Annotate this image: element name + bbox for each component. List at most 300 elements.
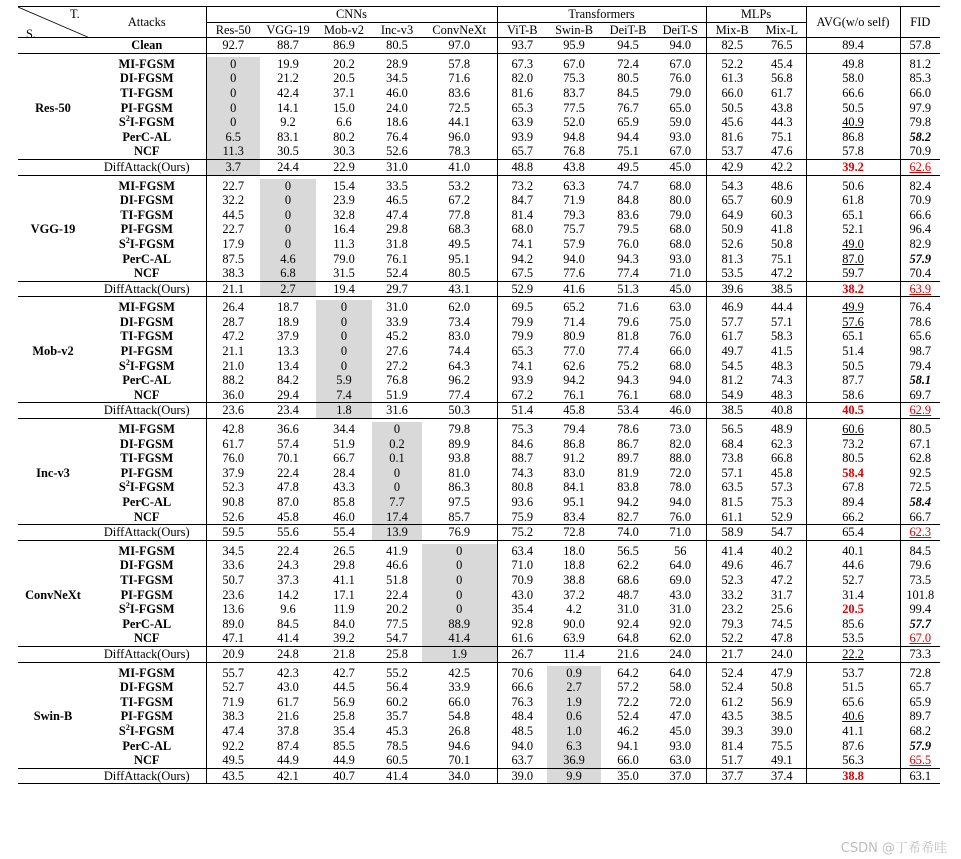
value-cell: 73.8 xyxy=(706,451,758,466)
value-cell: 50.5 xyxy=(806,359,900,374)
value-cell: 81.8 xyxy=(617,329,639,344)
value-cell: 83.4 xyxy=(563,509,585,524)
value-cell: 52.4 xyxy=(386,266,408,281)
value-cell: 48.6 xyxy=(770,178,793,193)
value-cell: 4.2 xyxy=(566,602,582,617)
value-cell: 58.3 xyxy=(770,329,793,344)
value-cell: 5.9 xyxy=(316,373,372,388)
value-cell: 84.1 xyxy=(563,480,585,495)
value-cell: 11.9 xyxy=(333,602,355,617)
value-cell: 51.4 xyxy=(806,344,900,359)
value-cell: 52.3 xyxy=(206,480,260,495)
value-cell: 80.2 xyxy=(333,129,355,144)
value-cell: 78.6 xyxy=(617,422,639,437)
attack-name: $S^2I$-FGSM xyxy=(118,236,175,251)
value-cell: 57.6 xyxy=(806,315,900,330)
value-cell: 45.8 xyxy=(770,465,793,480)
value-cell: 61.7 xyxy=(277,694,299,709)
value-cell: 23.4 xyxy=(260,403,316,419)
value-cell: 0 xyxy=(260,193,316,208)
value-cell: 80.5 xyxy=(448,266,471,281)
value-cell: 92.8 xyxy=(497,617,547,632)
value-cell: 87.0 xyxy=(277,495,299,509)
value-cell: 63.0 xyxy=(669,753,692,768)
attack-name: PI-FGSM xyxy=(120,222,173,237)
value-cell: 89.4 xyxy=(806,38,900,54)
value-cell: 26.8 xyxy=(448,723,471,738)
value-cell: 56.8 xyxy=(770,71,793,86)
value-cell: 79.0 xyxy=(669,207,692,222)
value-cell: 45.0 xyxy=(655,281,706,297)
value-cell: 0 xyxy=(422,573,497,588)
model-header: ConvNeXt xyxy=(432,22,487,37)
value-cell: 48.3 xyxy=(770,387,793,402)
value-cell: 66.7 xyxy=(333,451,355,466)
value-cell: 70.4 xyxy=(900,266,940,281)
value-cell: 94.0 xyxy=(669,373,692,388)
value-cell: 25.8 xyxy=(372,646,422,662)
value-cell: 49.0 xyxy=(806,237,900,252)
value-cell: 0 xyxy=(422,602,497,617)
value-cell: 43.0 xyxy=(277,680,299,695)
value-cell: 41.1 xyxy=(806,724,900,739)
value-cell: 22.2 xyxy=(806,646,900,662)
value-cell: 61.8 xyxy=(806,193,900,208)
value-cell: 37.9 xyxy=(277,329,299,344)
value-cell: 76.1 xyxy=(617,387,639,402)
value-cell: 86.8 xyxy=(806,130,900,145)
value-cell: 42.2 xyxy=(758,159,806,175)
value-cell: 94.8 xyxy=(563,129,585,144)
attack-name: MI-FGSM xyxy=(118,56,175,71)
value-cell: 81.2 xyxy=(706,373,758,388)
value-cell: 51.5 xyxy=(806,680,900,695)
value-cell: 75.2 xyxy=(617,358,639,373)
value-cell: 0 xyxy=(372,422,422,437)
value-cell: 52.7 xyxy=(806,573,900,588)
value-cell: 64.9 xyxy=(706,208,758,223)
value-cell: 41.4 xyxy=(277,631,299,646)
value-cell: 77.4 xyxy=(617,266,639,281)
value-cell: 16.4 xyxy=(333,222,355,237)
value-cell: 22.9 xyxy=(316,159,372,175)
value-cell: 41.6 xyxy=(547,281,601,297)
value-cell: 77.5 xyxy=(563,100,585,115)
value-cell: 0 xyxy=(260,237,316,252)
value-cell: 60.5 xyxy=(386,753,408,768)
value-cell: 31.4 xyxy=(806,588,900,603)
value-cell: 72.5 xyxy=(900,480,940,495)
value-cell: 67.0 xyxy=(900,631,940,646)
value-cell: 94.0 xyxy=(497,739,547,754)
value-cell: 99.4 xyxy=(900,602,940,617)
value-cell: 47.2 xyxy=(770,266,793,281)
value-cell: 57.9 xyxy=(900,252,940,267)
value-cell: 70.1 xyxy=(277,451,299,466)
watermark: CSDN @丁希希哇 xyxy=(840,841,947,856)
value-cell: 28.9 xyxy=(386,56,408,71)
value-cell: 38.8 xyxy=(806,768,900,784)
value-cell: 85.6 xyxy=(806,617,900,632)
value-cell: 46.2 xyxy=(617,723,639,738)
value-cell: 38.5 xyxy=(706,403,758,419)
value-cell: 28.7 xyxy=(206,315,260,330)
value-cell: 84.7 xyxy=(497,193,547,208)
ours-label: DiffAttack(Ours) xyxy=(88,159,206,175)
value-cell: 41.4 xyxy=(706,544,758,559)
value-cell: 65.3 xyxy=(497,344,547,359)
value-cell: 52.6 xyxy=(706,237,758,252)
value-cell: 92.0 xyxy=(669,616,692,631)
value-cell: 62.3 xyxy=(900,525,940,541)
value-cell: 40.5 xyxy=(806,403,900,419)
source-model-label: Mob-v2 xyxy=(32,344,74,359)
value-cell: 66.6 xyxy=(900,208,940,223)
value-cell: 55.4 xyxy=(316,525,372,541)
value-cell: 72.5 xyxy=(448,100,471,115)
value-cell: 53.7 xyxy=(706,144,758,159)
model-header: Swin-B xyxy=(555,22,593,37)
value-cell: 55.2 xyxy=(386,665,408,680)
value-cell: 31.5 xyxy=(333,266,355,281)
value-cell: 1.9 xyxy=(422,646,497,662)
value-cell: 70.9 xyxy=(900,193,940,208)
value-cell: 94.3 xyxy=(617,251,639,266)
value-cell: 90.8 xyxy=(206,495,260,510)
attack-name: PerC-AL xyxy=(122,738,172,753)
value-cell: 89.7 xyxy=(900,709,940,724)
value-cell: 80.5 xyxy=(372,38,422,54)
value-cell: 26.7 xyxy=(497,646,547,662)
value-cell: 81.2 xyxy=(900,57,940,72)
ours-label: DiffAttack(Ours) xyxy=(88,281,206,297)
value-cell: 70.9 xyxy=(497,573,547,588)
value-cell: 76.1 xyxy=(386,251,408,266)
value-cell: 79.4 xyxy=(900,359,940,374)
value-cell: 0 xyxy=(316,300,372,315)
value-cell: 66.0 xyxy=(617,753,639,768)
value-cell: 64.2 xyxy=(617,665,639,680)
empty-cell xyxy=(18,768,88,784)
value-cell: 0.6 xyxy=(547,709,601,724)
value-cell: 44.9 xyxy=(277,753,299,768)
corner-cell xyxy=(18,7,88,38)
value-cell: 94.6 xyxy=(448,738,471,753)
value-cell: 67.8 xyxy=(806,480,900,495)
value-cell: 72.4 xyxy=(617,56,639,71)
value-cell: 23.6 xyxy=(206,588,260,603)
value-cell: 23.6 xyxy=(206,403,260,419)
value-cell: 93.7 xyxy=(497,38,547,54)
value-cell: 84.5 xyxy=(617,85,639,100)
model-header: Inc-v3 xyxy=(380,22,414,37)
value-cell: 63.9 xyxy=(497,115,547,130)
value-cell: 47.1 xyxy=(206,631,260,646)
value-cell: 37.3 xyxy=(277,572,299,587)
value-cell: 29.8 xyxy=(386,222,408,237)
value-cell: 67.3 xyxy=(497,57,547,72)
attack-name: PI-FGSM xyxy=(120,465,173,480)
value-cell: 48.7 xyxy=(617,587,639,602)
value-cell: 56.3 xyxy=(806,753,900,768)
value-cell: 66.6 xyxy=(497,680,547,695)
attack-name: $S^2I$-FGSM xyxy=(118,480,175,495)
value-cell: 44.4 xyxy=(770,300,793,315)
value-cell: 71.0 xyxy=(669,266,692,281)
value-cell: 13.6 xyxy=(206,602,260,617)
value-cell: 80.0 xyxy=(669,193,692,208)
value-cell: 33.2 xyxy=(706,588,758,603)
value-cell: 61.7 xyxy=(770,85,793,100)
value-cell: 50.5 xyxy=(806,101,900,116)
value-cell: 56.5 xyxy=(617,543,639,558)
value-cell: 40.1 xyxy=(806,544,900,559)
value-cell: 87.5 xyxy=(206,252,260,267)
value-cell: 56.4 xyxy=(386,680,408,695)
value-cell: 31.7 xyxy=(770,587,793,602)
value-cell: 54.7 xyxy=(386,631,408,646)
value-cell: 81.6 xyxy=(706,130,758,145)
value-cell: 49.6 xyxy=(706,558,758,573)
attack-name: MI-FGSM xyxy=(118,422,175,437)
value-cell: 43.0 xyxy=(669,587,692,602)
value-cell: 66.0 xyxy=(900,86,940,101)
value-cell: 53.5 xyxy=(706,266,758,281)
value-cell: 70.1 xyxy=(448,753,471,768)
target-label: T. xyxy=(70,7,80,21)
value-cell: 28.4 xyxy=(333,465,355,480)
value-cell: 22.4 xyxy=(277,465,299,480)
value-cell: 82.0 xyxy=(497,71,547,86)
value-cell: 21.2 xyxy=(277,71,299,86)
value-cell: 45.4 xyxy=(770,56,793,71)
value-cell: 36.0 xyxy=(206,388,260,403)
attack-name: MI-FGSM xyxy=(118,178,175,193)
value-cell: 9.2 xyxy=(280,115,296,130)
value-cell: 78.3 xyxy=(448,144,471,159)
value-cell: 63.9 xyxy=(900,281,940,297)
value-cell: 83.0 xyxy=(448,329,471,344)
value-cell: 20.9 xyxy=(206,646,260,662)
attack-name: NCF xyxy=(134,144,160,159)
value-cell: 50.8 xyxy=(770,236,793,251)
attack-name: MI-FGSM xyxy=(118,665,175,680)
source-model-label: Swin-B xyxy=(33,709,73,724)
value-cell: 93.6 xyxy=(497,495,547,510)
value-cell: 65.7 xyxy=(497,144,547,159)
attack-name: MI-FGSM xyxy=(118,300,175,315)
value-cell: 38.3 xyxy=(206,709,260,724)
value-cell: 29.7 xyxy=(372,281,422,297)
value-cell: 75.9 xyxy=(497,510,547,525)
value-cell: 30.5 xyxy=(277,144,299,159)
value-cell: 52.9 xyxy=(770,509,793,524)
value-cell: 40.6 xyxy=(806,709,900,724)
value-cell: 81.3 xyxy=(706,252,758,267)
value-cell: 36.6 xyxy=(277,422,299,437)
value-cell: 96.2 xyxy=(448,373,471,388)
value-cell: 73.2 xyxy=(497,179,547,194)
value-cell: 37.0 xyxy=(655,768,706,784)
value-cell: 93.0 xyxy=(669,129,692,144)
value-cell: 41.0 xyxy=(422,159,497,175)
value-cell: 50.3 xyxy=(422,403,497,419)
value-cell: 49.5 xyxy=(206,753,260,768)
value-cell: 54.3 xyxy=(706,179,758,194)
value-cell: 73.3 xyxy=(900,646,940,662)
value-cell: 47.4 xyxy=(206,724,260,739)
value-cell: 68.2 xyxy=(900,724,940,739)
value-cell: 24.3 xyxy=(277,558,299,573)
value-cell: 77.6 xyxy=(563,266,585,281)
attack-name: DI-FGSM xyxy=(119,314,174,329)
value-cell: 37.8 xyxy=(277,723,299,738)
value-cell: 79.6 xyxy=(617,314,639,329)
value-cell: 85.8 xyxy=(333,495,355,509)
value-cell: 88.7 xyxy=(497,451,547,466)
value-cell: 83.1 xyxy=(277,129,299,144)
value-cell: 92.5 xyxy=(900,466,940,481)
value-cell: 37.9 xyxy=(206,466,260,481)
value-cell: 49.5 xyxy=(448,236,471,251)
value-cell: 75.7 xyxy=(563,222,585,237)
value-cell: 33.5 xyxy=(386,178,408,193)
empty-cell xyxy=(18,38,88,54)
value-cell: 57.8 xyxy=(900,38,940,54)
value-cell: 22.7 xyxy=(206,179,260,194)
value-cell: 71.6 xyxy=(448,71,471,86)
value-cell: 93.8 xyxy=(448,451,471,466)
value-cell: 76.0 xyxy=(617,236,639,251)
value-cell: 39.0 xyxy=(770,723,793,738)
value-cell: 74.1 xyxy=(497,359,547,374)
value-cell: 88.0 xyxy=(669,451,692,466)
value-cell: 72.8 xyxy=(547,525,601,541)
value-cell: 64.0 xyxy=(669,558,692,573)
value-cell: 22.7 xyxy=(206,222,260,237)
value-cell: 58.0 xyxy=(806,71,900,86)
value-cell: 94.1 xyxy=(617,738,639,753)
attack-name: PerC-AL xyxy=(122,616,172,631)
value-cell: 68.0 xyxy=(669,236,692,251)
value-cell: 74.4 xyxy=(448,344,471,359)
value-cell: 97.0 xyxy=(422,38,497,54)
value-cell: 60.2 xyxy=(386,694,408,709)
model-header: Mix-L xyxy=(765,22,798,37)
value-cell: 92.4 xyxy=(617,616,639,631)
value-cell: 45.6 xyxy=(706,115,758,130)
attack-name: DI-FGSM xyxy=(119,193,174,208)
value-cell: 87.0 xyxy=(806,252,900,267)
value-cell: 59.0 xyxy=(669,115,692,130)
attack-name: PI-FGSM xyxy=(120,709,173,724)
value-cell: 2.7 xyxy=(547,680,601,695)
value-cell: 14.2 xyxy=(277,587,299,602)
attack-name: TI-FGSM xyxy=(120,572,174,587)
ours-label: DiffAttack(Ours) xyxy=(88,646,206,662)
value-cell: 43.0 xyxy=(497,588,547,603)
value-cell: 74.7 xyxy=(617,178,639,193)
value-cell: 76.0 xyxy=(669,329,692,344)
value-cell: 42.3 xyxy=(277,665,299,680)
value-cell: 77.0 xyxy=(563,344,585,359)
value-cell: 38.3 xyxy=(206,266,260,281)
value-cell: 57.1 xyxy=(770,314,793,329)
value-cell: 94.0 xyxy=(669,495,692,509)
cnns-header: CNNs xyxy=(206,7,497,23)
value-cell: 55.7 xyxy=(206,666,260,681)
value-cell: 45.0 xyxy=(655,159,706,175)
value-cell: 23.2 xyxy=(706,602,758,617)
value-cell: 88.7 xyxy=(260,38,316,54)
value-cell: 42.4 xyxy=(277,85,299,100)
value-cell: 75.1 xyxy=(617,144,639,159)
value-cell: 94.2 xyxy=(617,495,639,509)
value-cell: 73.2 xyxy=(806,437,900,452)
value-cell: 60.9 xyxy=(770,193,793,208)
value-cell: 89.0 xyxy=(206,617,260,632)
value-cell: 79.3 xyxy=(706,617,758,632)
value-cell: 57.3 xyxy=(770,480,793,495)
value-cell: 56.9 xyxy=(770,694,793,709)
value-cell: 83.0 xyxy=(563,465,585,480)
value-cell: 66.6 xyxy=(806,86,900,101)
model-header: ViT-B xyxy=(497,22,547,38)
value-cell: 57.8 xyxy=(806,144,900,159)
value-cell: 52.2 xyxy=(706,57,758,72)
value-cell: 77.4 xyxy=(448,387,471,402)
value-cell: 21.1 xyxy=(206,344,260,359)
attack-name: DI-FGSM xyxy=(119,680,174,695)
value-cell: 34.5 xyxy=(206,544,260,559)
value-cell: 73.4 xyxy=(448,314,471,329)
source-model-label: ConvNeXt xyxy=(25,587,81,602)
value-cell: 27.6 xyxy=(386,344,408,359)
value-cell: 95.9 xyxy=(547,38,601,54)
attack-name: TI-FGSM xyxy=(120,85,174,100)
value-cell: 0 xyxy=(206,86,260,101)
attack-name: NCF xyxy=(134,266,160,281)
value-cell: 65.9 xyxy=(617,115,639,130)
value-cell: 35.0 xyxy=(601,768,655,784)
value-cell: 73.5 xyxy=(900,573,940,588)
value-cell: 52.0 xyxy=(563,115,585,130)
value-cell: 54.7 xyxy=(758,525,806,541)
value-cell: 78.0 xyxy=(669,480,692,495)
value-cell: 79.9 xyxy=(497,329,547,344)
value-cell: 47.6 xyxy=(770,144,793,159)
value-cell: 48.5 xyxy=(497,724,547,739)
value-cell: 61.3 xyxy=(706,71,758,86)
value-cell: 58.4 xyxy=(900,495,940,510)
value-cell: 98.7 xyxy=(900,344,940,359)
value-cell: 66.7 xyxy=(900,510,940,525)
value-cell: 17.1 xyxy=(333,587,355,602)
value-cell: 79.8 xyxy=(448,422,471,437)
value-cell: 92.7 xyxy=(206,38,260,54)
value-cell: 24.0 xyxy=(386,100,408,115)
value-cell: 37.7 xyxy=(706,768,758,784)
value-cell: 14.1 xyxy=(277,100,299,115)
value-cell: 46.7 xyxy=(770,558,793,573)
attack-name: NCF xyxy=(134,387,160,402)
attack-name: $S^2I$-FGSM xyxy=(118,602,175,617)
value-cell: 74.1 xyxy=(497,237,547,252)
value-cell: 88.2 xyxy=(206,373,260,388)
value-cell: 61.7 xyxy=(206,437,260,452)
value-cell: 94.3 xyxy=(617,373,639,388)
value-cell: 54.9 xyxy=(706,388,758,403)
